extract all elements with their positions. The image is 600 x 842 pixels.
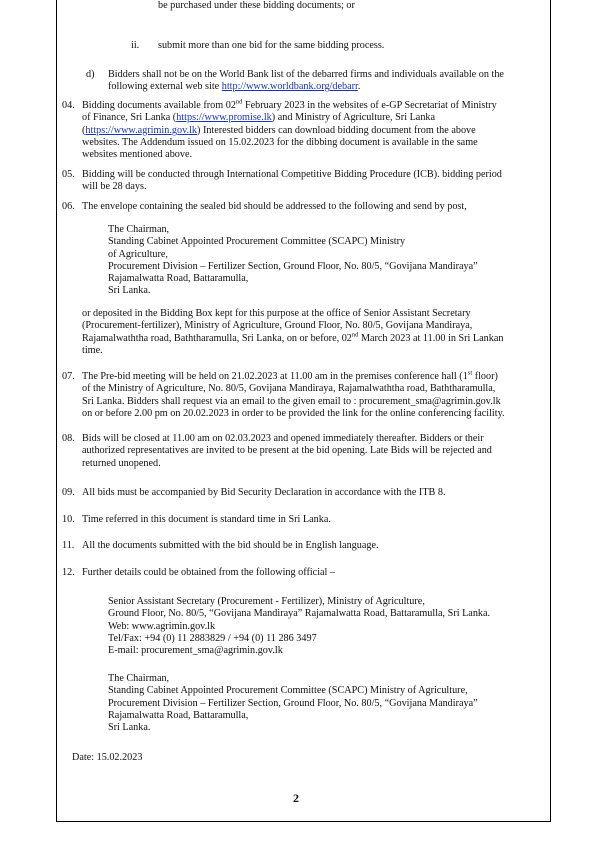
clause-d-text-post: .	[357, 81, 361, 93]
address-line: Standing Cabinet Appointed Procurement Committee (SCAPC) Ministry	[108, 236, 406, 248]
chairman-address-block	[108, 673, 478, 734]
address-line: of Agriculture,	[108, 248, 168, 260]
address-line: Procurement Division – Fertilizer Section, Ground Floor, No. 80/5, “Govijana Mandiraya”	[108, 260, 478, 272]
address-line: Rajamalwatta Road, Battaramulla,	[108, 709, 249, 721]
clause-line	[82, 100, 497, 112]
superscript: nd	[351, 331, 359, 339]
address-line: Standing Cabinet Appointed Procurement Committee (SCAPC) Ministry of Agriculture,	[108, 685, 468, 697]
contact-web: Web: www.agrimin.gov.lk	[108, 620, 216, 632]
clause-line	[82, 112, 497, 124]
clause-05-number: 05.	[62, 169, 75, 180]
clause-line: websites mentioned above.	[82, 149, 193, 161]
clause-line: on or before 2.00 pm on 20.02.2023 in order to be provided the link for the online conferencing facility.	[82, 407, 505, 419]
text-run: ) and Ministry of Agriculture, Sri Lanka	[271, 112, 436, 124]
text-run: of Finance, Sri Lanka (	[82, 112, 177, 124]
clause-d-number: d)	[86, 69, 95, 80]
text-run: February 2023 in the websites of e-GP Secretariat of Ministry	[242, 100, 497, 111]
clause-12-text: Further details could be obtained from the following official –	[82, 567, 336, 578]
list-item-ii-text: submit more than one bid for the same bidding process.	[158, 40, 385, 51]
clause-04-text	[82, 100, 497, 161]
text-run: March 2023 at 11.00 in Sri Lankan	[358, 332, 504, 344]
clause-line: will be 28 days.	[82, 181, 147, 193]
clause-line: time.	[82, 344, 103, 356]
clause-line	[82, 371, 505, 383]
address-line: Rajamalwatta Road, Battaramulla,	[108, 273, 249, 285]
address-line: The Chairman,	[108, 673, 170, 684]
continuation-text: be purchased under these bidding documents; or	[158, 0, 355, 11]
list-continuation	[158, 0, 355, 12]
text-run: ) Interested bidders can download bidding document from the above	[197, 124, 476, 136]
clause-line	[82, 333, 503, 345]
clause-line	[82, 125, 497, 137]
superscript: nd	[235, 98, 243, 106]
text-run: floor)	[472, 371, 498, 382]
text-run: (	[82, 124, 86, 136]
clause-line: Bids will be closed at 11.00 am on 02.03.2023 and opened immediately thereafter. Bidders or their	[82, 433, 484, 444]
promise-link[interactable]: https://www.promise.lk	[176, 112, 272, 124]
clause-04-number: 04.	[62, 100, 75, 111]
clause-line: Sri Lanka. Bidders shall request via an email to the given email to : procurement_sma@agrimin.gov.lk	[82, 395, 501, 407]
page-number: 2	[293, 791, 299, 805]
address-line: The Chairman,	[108, 224, 170, 235]
agrimin-link[interactable]: https://www.agrimin.gov.lk	[85, 124, 197, 136]
clause-07-text	[82, 371, 505, 420]
clause-d-line	[108, 81, 504, 93]
text-run: Bidding documents available from 02	[82, 100, 236, 111]
official-contact-block	[108, 596, 490, 657]
clause-line: authorized representatives are invited to be present at the bid opening. Late Bids will be rejected and	[82, 445, 492, 457]
clause-line: or deposited in the Bidding Box kept for this purpose at the office of Senior Assistant Secretary	[82, 308, 471, 319]
clause-08-number: 08.	[62, 433, 75, 444]
contact-line: Senior Assistant Secretary (Procurement - Fertilizer), Ministry of Agriculture,	[108, 596, 425, 607]
clause-05-text	[82, 169, 502, 194]
clause-09-text: All bids must be accompanied by Bid Security Declaration in accordance with the ITB 8.	[82, 487, 446, 498]
clause-06-text: The envelope containing the sealed bid should be addressed to the following and send by post,	[82, 201, 467, 212]
clause-09-number: 09.	[62, 487, 75, 498]
address-line: Sri Lanka.	[108, 285, 151, 297]
worldbank-link[interactable]: http://www.worldbank.org/debarr	[221, 81, 358, 93]
clause-12-number: 12.	[62, 567, 75, 578]
address-line: Procurement Division – Fertilizer Section, Ground Floor, No. 80/5, “Govijana Mandiraya”	[108, 697, 478, 709]
clause-line: websites. The Addendum issued on 15.02.2023 for the dibbing document is available in the same	[82, 136, 478, 148]
text-run: Rajamalwaththa road, Baththaramulla, Sri Lanka, on or before, 02	[82, 332, 352, 344]
clause-line: Bidding will be conducted through International Competitive Bidding Procedure (ICB). bidding period	[82, 169, 502, 180]
clause-11-number: 11.	[62, 540, 75, 551]
clause-d-text	[108, 69, 504, 94]
superscript: st	[467, 369, 473, 377]
clause-06-deposit-text	[82, 308, 503, 357]
document-date: Date: 15.02.2023	[72, 752, 143, 763]
text-run: The Pre-bid meeting will be held on 21.02.2023 at 11.00 am in the premises conference hall (1	[82, 371, 468, 382]
contact-phone: Tel/Fax: +94 (0) 11 2883829 / +94 (0) 11 286 3497	[108, 632, 317, 644]
clause-08-text	[82, 433, 492, 470]
clause-06-number: 06.	[62, 201, 75, 212]
clause-07-number: 07.	[62, 371, 75, 382]
clause-d-text-pre: following external web site	[108, 81, 222, 93]
clause-06-address	[108, 224, 478, 298]
contact-email: E-mail: procurement_sma@agrimin.gov.lk	[108, 645, 283, 657]
clause-d-line: Bidders shall not be on the World Bank list of the debarred firms and individuals available on the	[108, 69, 504, 80]
clause-line: (Procurement-fertilizer), Ministry of Agriculture, Ground Floor, No. 80/5, Govijana Mandiraya,	[82, 320, 473, 332]
address-line: Sri Lanka.	[108, 722, 151, 734]
clause-10-text: Time referred in this document is standard time in Sri Lanka.	[82, 514, 331, 525]
contact-line: Ground Floor, No. 80/5, “Govijana Mandiraya” Rajamalwatta Road, Battaramulla, Sri Lanka.	[108, 608, 491, 620]
clause-line: of the Ministry of Agriculture, No. 80/5, Govijana Mandiraya, Rajamalwaththa road, Baththaramulla,	[82, 383, 496, 395]
clause-line: returned unopened.	[82, 457, 161, 469]
clause-11-text: All the documents submitted with the bid should be in English language.	[82, 540, 379, 551]
list-item-ii-number: ii.	[131, 40, 140, 51]
clause-10-number: 10.	[62, 514, 75, 525]
